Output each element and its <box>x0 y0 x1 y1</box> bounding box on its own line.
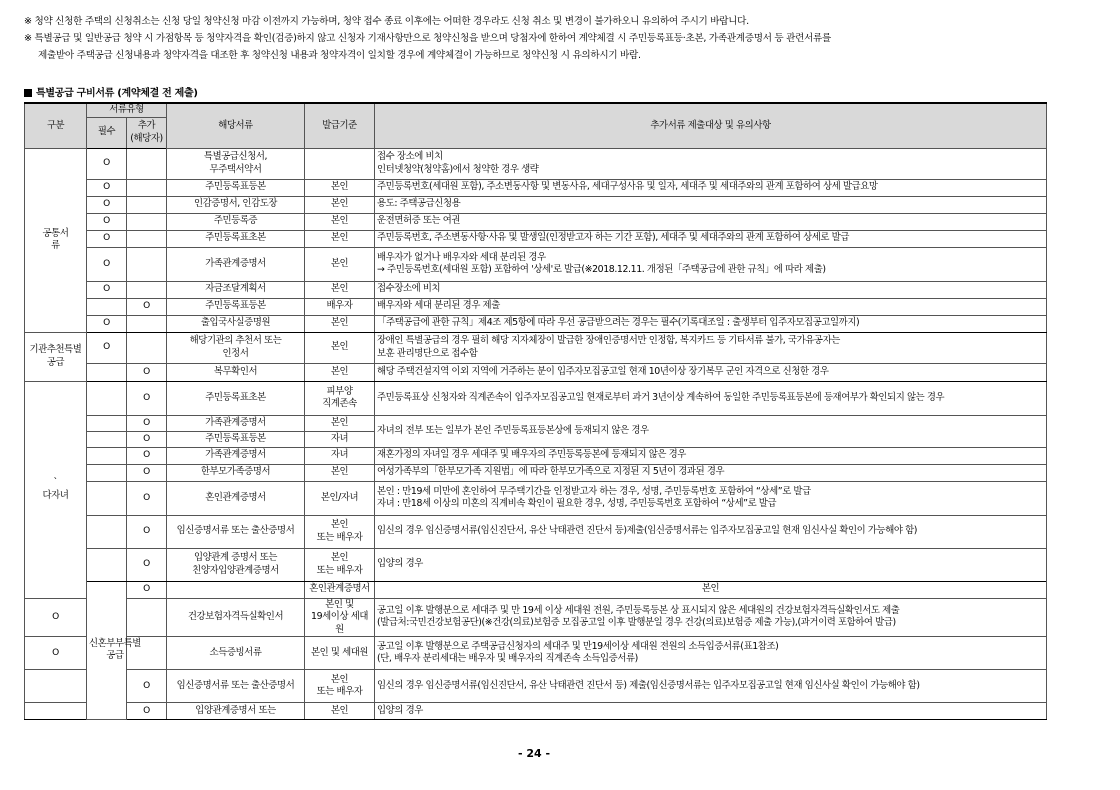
additional-mark: O <box>127 481 167 515</box>
required-documents-table <box>24 102 1047 720</box>
issue-basis: 본인 <box>375 581 1047 598</box>
issue-basis: 본인 <box>305 703 375 720</box>
table-row <box>25 548 1047 581</box>
required-mark: O <box>87 148 127 179</box>
issue-basis: 피부양 직계존속 <box>305 381 375 415</box>
document-name: 주민등록표초본 <box>167 381 305 415</box>
table-row <box>25 515 1047 548</box>
section-title: 특별공급 구비서류 (계약체결 전 제출) <box>24 84 198 99</box>
notes-cell: 여성가족부의「한부모가족 지원법」에 따라 한부모가족으로 지정된 지 5년이 경과된 경우 <box>375 464 1047 481</box>
notes-cell: 해당 주택건설지역 이외 지역에 거주하는 분이 입주자모집공고일 현재 10년이상 장기복무 군인 자격으로 신청한 경우 <box>375 363 1047 381</box>
additional-mark: O <box>127 703 167 720</box>
required-mark: O <box>87 315 127 332</box>
table-row <box>25 148 1047 179</box>
additional-mark <box>127 179 167 196</box>
issue-basis: 본인 <box>305 213 375 230</box>
document-name: 인감증명서, 인감도장 <box>167 196 305 213</box>
document-name: 주민등록표등본 <box>167 431 305 447</box>
document-name: 입양관계증명서 또는 <box>167 703 305 720</box>
notes-cell: 입양의 경우 <box>375 703 1047 720</box>
group-multichild: ` 다자녀 <box>25 381 87 598</box>
document-name: 혼인관계증명서 <box>305 581 375 598</box>
document-name: 특별공급신청서, 무주택서약서 <box>167 148 305 179</box>
additional-mark: O <box>127 515 167 548</box>
issue-basis: 본인 <box>305 332 375 363</box>
table-row <box>25 247 1047 281</box>
table-row <box>25 464 1047 481</box>
required-mark <box>87 363 127 381</box>
table-row <box>25 363 1047 381</box>
group-newlywed: 신혼부부특별공급 <box>87 581 127 720</box>
required-mark <box>87 447 127 464</box>
header-category: 구분 <box>25 103 87 148</box>
issue-basis: 본인 또는 배우자 <box>305 515 375 548</box>
issue-basis: 본인 또는 배우자 <box>305 548 375 581</box>
document-name: 혼인관계증명서 <box>167 481 305 515</box>
document-name: 해당기관의 추천서 또는 인정서 <box>167 332 305 363</box>
group-common: 공통서류 <box>25 148 87 332</box>
additional-mark: O <box>127 298 167 315</box>
required-mark <box>87 515 127 548</box>
required-mark: O <box>87 213 127 230</box>
issue-basis <box>305 148 375 179</box>
issue-basis: 배우자 <box>305 298 375 315</box>
document-name: 주민등록증 <box>167 213 305 230</box>
table-row <box>25 381 1047 415</box>
table-row <box>25 481 1047 515</box>
required-mark <box>25 703 87 720</box>
table-row <box>25 670 1047 703</box>
additional-mark <box>127 148 167 179</box>
additional-mark: O <box>127 464 167 481</box>
required-mark <box>87 381 127 415</box>
notes-cell: 주민등록표상 신청자와 직계존속이 입주자모집공고일 현재로부터 과거 3년이상 계속하여 동일한 주민등록표등본에 등재여부가 확인되지 않는 경우 <box>375 381 1047 415</box>
header-doc-type: 서류유형 <box>87 103 167 117</box>
issue-basis: 본인 <box>305 179 375 196</box>
table-row <box>25 447 1047 464</box>
required-mark <box>87 298 127 315</box>
notes-cell: 주민등록번호(세대원 포함), 주소변동사항 및 변동사유, 세대구성사유 및 일자, 세대주 및 세대주와의 관계 포함하여 상세 발급요망 <box>375 179 1047 196</box>
additional-mark <box>167 581 305 598</box>
required-mark <box>87 548 127 581</box>
issue-basis: 본인/자녀 <box>305 481 375 515</box>
notes-cell: 장애인 특별공급의 경우 필히 해당 지자체장이 발급한 장애인증명서만 인정함, 복지카드 등 기타서류 불가, 국가유공자는 보훈 관리명단으로 접수함 <box>375 332 1047 363</box>
additional-mark: O <box>127 363 167 381</box>
required-mark: O <box>25 598 87 637</box>
required-mark <box>87 464 127 481</box>
document-name: 건강보험자격득실확인서 <box>167 598 305 637</box>
document-name: 가족관계증명서 <box>167 247 305 281</box>
document-name: 가족관계증명서 <box>167 415 305 431</box>
page-number: - 24 - <box>518 747 551 760</box>
required-mark: O <box>87 230 127 247</box>
table-row <box>25 315 1047 332</box>
issue-basis: 본인 <box>305 464 375 481</box>
additional-mark <box>127 213 167 230</box>
notes-cell: 주민등록번호, 주소변동사항·사유 및 발생일(인정받고자 하는 기간 포함), 세대주 및 세대주와의 관계 포함하여 상세로 발급 <box>375 230 1047 247</box>
table-row <box>25 598 1047 637</box>
header-notes: 추가서류 제출대상 및 유의사항 <box>375 103 1047 148</box>
required-mark: O <box>87 247 127 281</box>
issue-basis: 본인 또는 배우자 <box>305 670 375 703</box>
document-name: 소득증빙서류 <box>167 637 305 670</box>
required-mark: O <box>87 281 127 298</box>
document-name: 주민등록표초본 <box>167 230 305 247</box>
notes-cell: 공고일 이후 발행분으로 주택공급신청자의 세대주 및 만19세이상 세대원 전원의 소득입증서류(표1참조) (단, 배우자 분리세대는 배우자 및 배우자의 직계존속 소득입증서류) <box>375 637 1047 670</box>
table-row <box>25 703 1047 720</box>
table-row <box>25 179 1047 196</box>
notes-cell: 재혼가정의 자녀일 경우 세대주 및 배우자의 주민등록등본에 등재되지 않은 경우 <box>375 447 1047 464</box>
header-document: 해당서류 <box>167 103 305 148</box>
issue-basis: 자녀 <box>305 447 375 464</box>
document-name: 주민등록표등본 <box>167 298 305 315</box>
document-name: 임신증명서류 또는 출산증명서 <box>167 515 305 548</box>
required-mark: O <box>87 196 127 213</box>
notice-line-1: ※ 청약 신청한 주택의 신청취소는 신청 당일 청약신청 마감 이전까지 가능하며, 청약 접수 종료 이후에는 어떠한 경우라도 신청 취소 및 변경이 불가하오니 유의하여 주시기 바랍니다. <box>24 16 749 27</box>
table-row <box>25 581 1047 598</box>
notes-cell: 운전면허증 또는 여권 <box>375 213 1047 230</box>
table-row <box>25 281 1047 298</box>
notice-line-2: ※ 특별공급 및 일반공급 청약 시 가점항목 등 청약자격을 확인(검증)하지 않고 신청자 기재사항만으로 청약신청을 받으며 당첨자에 한하여 계약체결 시 주민등록표등·초본, 가족관계증명서 등 관련서류를 <box>24 33 831 44</box>
required-mark: O <box>87 332 127 363</box>
additional-mark: O <box>127 431 167 447</box>
notes-cell: 입양의 경우 <box>375 548 1047 581</box>
notes-cell: 접수장소에 비치 <box>375 281 1047 298</box>
additional-mark <box>127 230 167 247</box>
additional-mark: O <box>127 670 167 703</box>
required-mark <box>87 415 127 431</box>
additional-mark: O <box>127 415 167 431</box>
document-name: 자금조달계획서 <box>167 281 305 298</box>
issue-basis: 본인 <box>305 196 375 213</box>
document-name: 주민등록표등본 <box>167 179 305 196</box>
notes-cell: 「주택공급에 관한 규칙」제4조 제5항에 따라 우선 공급받으려는 경우는 필수(기록대조일 : 출생부터 입주자모집공고일까지) <box>375 315 1047 332</box>
notes-cell: 접수 장소에 비치 인터넷청약(청약홈)에서 청약한 경우 생략 <box>375 148 1047 179</box>
notes-cell: 공고일 이후 발행분으로 세대주 및 만 19세 이상 세대원 전원, 주민등록등본 상 표시되지 않은 세대원의 건강보험자격득실확인서도 제출 (발급처:국민건강보험공단)(※건강(의료)보험증 모집공고일 이후 발행분일 경우 건강(의료)보험증 제출 가능),(과거이력 포함하여 발급) <box>375 598 1047 637</box>
table-row <box>25 637 1047 670</box>
table-row <box>25 298 1047 315</box>
issue-basis: 본인 및 세대원 <box>305 637 375 670</box>
document-name: 가족관계증명서 <box>167 447 305 464</box>
issue-basis: 본인 <box>305 247 375 281</box>
required-mark <box>87 481 127 515</box>
additional-mark: O <box>127 381 167 415</box>
table-row <box>25 332 1047 363</box>
header-issue-basis: 발급기준 <box>305 103 375 148</box>
issue-basis: 본인 <box>305 281 375 298</box>
document-name: 출입국사실증명원 <box>167 315 305 332</box>
document-name: 입양관계 증명서 또는 친양자입양관계증명서 <box>167 548 305 581</box>
table-row <box>25 213 1047 230</box>
header-required: 필수 <box>87 117 127 148</box>
additional-mark <box>127 281 167 298</box>
group-agency: 기관추천특별공급 <box>25 332 87 381</box>
notes-cell: 본인 : 만19세 미만에 혼인하여 무주택기간을 인정받고자 하는 경우, 성명, 주민등록번호 포함하여 “상세”로 발급 자녀 : 만18세 이상의 미혼의 직계비속 확인이 필요한 경우, 성명, 주민등록번호 포함하여 “상세”로 발급 <box>375 481 1047 515</box>
issue-basis: 본인 <box>305 363 375 381</box>
notes-cell: 임신의 경우 임신증명서류(임신진단서, 유산 낙태관련 진단서 등)제출(임신증명서류는 입주자모집공고일 현재 임신사실 확인이 가능해야 함) <box>375 515 1047 548</box>
additional-mark <box>127 196 167 213</box>
notes-cell: 배우자가 없거나 배우자와 세대 분리된 경우 → 주민등록번호(세대원 포함) 포함하여 '상세'로 발급(※2018.12.11. 개정된「주택공급에 관한 규칙」에 따라 제출) <box>375 247 1047 281</box>
required-mark <box>25 670 87 703</box>
required-mark <box>87 431 127 447</box>
required-mark: O <box>87 179 127 196</box>
required-mark: O <box>25 637 87 670</box>
document-name: 복무확인서 <box>167 363 305 381</box>
notice-line-3: 제출받아 주택공급 신청내용과 청약자격을 대조한 후 청약신청 내용과 청약자격이 일치할 경우에 계약체결이 가능하므로 청약신청 시 유의하시기 바람. <box>38 50 641 61</box>
additional-mark: O <box>127 447 167 464</box>
document-name: 임신증명서류 또는 출산증명서 <box>167 670 305 703</box>
notes-cell: 임신의 경우 임신증명서류(임신진단서, 유산 낙태관련 진단서 등) 제출(임신증명서류는 입주자모집공고일 현재 임신사실 확인이 가능해야 함) <box>375 670 1047 703</box>
document-name: 한부모가족증명서 <box>167 464 305 481</box>
issue-basis: 자녀 <box>305 431 375 447</box>
notes-cell: 용도: 주택공급신청용 <box>375 196 1047 213</box>
issue-basis: 본인 <box>305 415 375 431</box>
issue-basis: 본인 <box>305 230 375 247</box>
square-bullet-icon <box>24 89 32 97</box>
additional-mark <box>127 598 167 637</box>
table-row <box>25 196 1047 213</box>
table-row <box>25 230 1047 247</box>
additional-mark <box>127 315 167 332</box>
issue-basis: 본인 <box>305 315 375 332</box>
header-additional: 추가 (해당자) <box>127 117 167 148</box>
required-mark: O <box>127 581 167 598</box>
table-row <box>25 415 1047 431</box>
issue-basis: 본인 및 19세이상 세대원 <box>305 598 375 637</box>
notes-cell: 자녀의 전부 또는 일부가 본인 주민등록표등본상에 등재되지 않은 경우 <box>375 415 1047 447</box>
notice-block <box>24 13 1104 64</box>
additional-mark <box>127 332 167 363</box>
additional-mark: O <box>127 548 167 581</box>
notes-cell: 배우자와 세대 분리된 경우 제출 <box>375 298 1047 315</box>
additional-mark <box>127 247 167 281</box>
